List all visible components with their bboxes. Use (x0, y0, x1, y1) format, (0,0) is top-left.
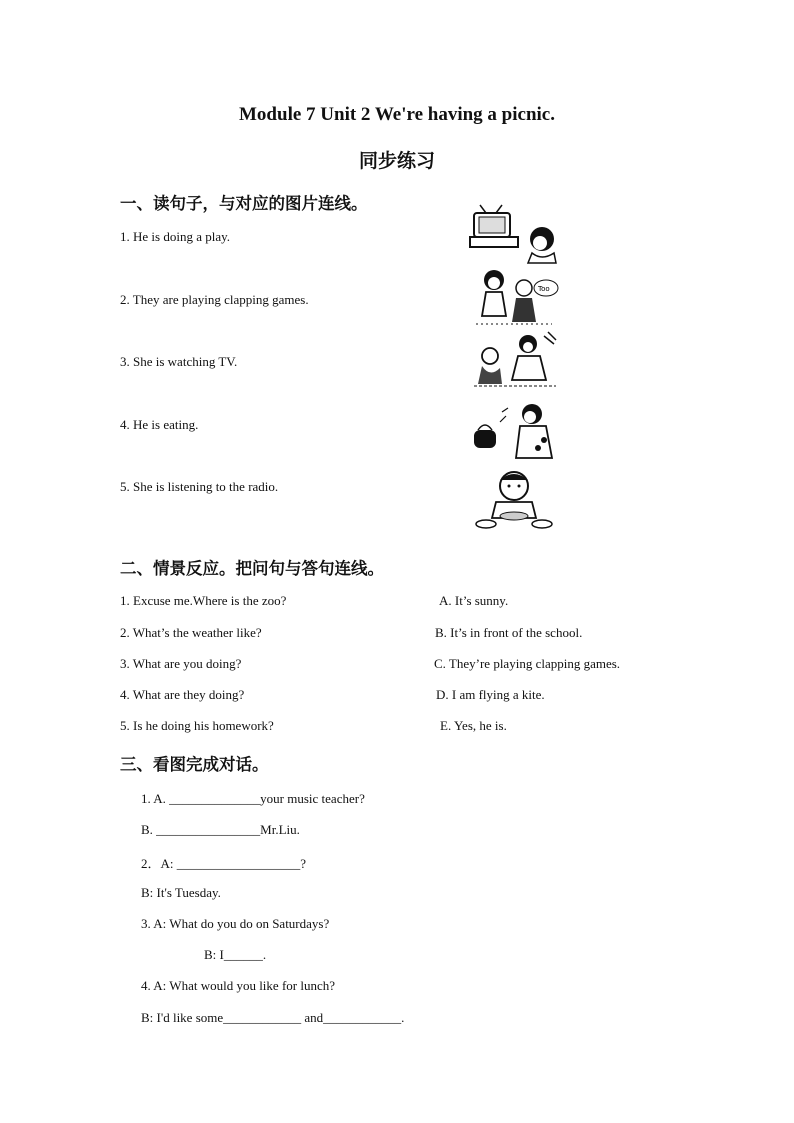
answer-item: E. Yes, he is. (440, 718, 507, 733)
dialogue-line: B: I______. (204, 947, 267, 962)
answer-item: C. They’re playing clapping games. (434, 656, 621, 671)
section1-item: 5. She is listening to the radio. (120, 479, 279, 494)
clapping-children-picture-icon (466, 266, 562, 328)
boy-eating-picture-icon (466, 468, 562, 530)
svg-text:Too: Too (538, 285, 550, 293)
dialogue-line: 4. A: What would you like for lunch? (141, 978, 336, 993)
question-item: 3. What are you doing? (120, 656, 242, 671)
worksheet-subtitle: 同步练习 (358, 150, 435, 172)
section2-heading: 二、情景反应。把问句与答句连线。 (120, 559, 384, 578)
section1-item: 3. She is watching TV. (120, 354, 238, 369)
dialogue-line: B. ________________Mr.Liu. (141, 822, 300, 837)
question-item: 2. What’s the weather like? (120, 625, 262, 640)
section3-heading: 三、看图完成对话。 (120, 755, 269, 774)
section1-item: 2. They are playing clapping games. (120, 292, 309, 307)
girl-with-radio-picture-icon (466, 400, 562, 462)
section1-heading: 一、读句子，与对应的图片连线。 (120, 194, 368, 213)
section1-item: 4. He is eating. (120, 417, 199, 432)
worksheet-title: Module 7 Unit 2 We're having a picnic. (239, 104, 555, 125)
dialogue-line: B: It's Tuesday. (141, 885, 221, 900)
answer-item: D. I am flying a kite. (436, 687, 545, 702)
dialogue-line: 1. A. ______________your music teacher? (141, 791, 365, 806)
question-item: 1. Excuse me.Where is the zoo? (120, 593, 287, 608)
dialogue-line: B: I'd like some____________ and____________. (141, 1010, 405, 1025)
answer-item: A. It’s sunny. (439, 593, 509, 608)
section1-item: 1. He is doing a play. (120, 229, 230, 244)
question-item: 5. Is he doing his homework? (120, 718, 274, 733)
answer-item: B. It’s in front of the school. (435, 625, 583, 640)
question-item: 4. What are they doing? (120, 687, 245, 702)
playing-children-picture-icon (466, 328, 562, 390)
dialogue-line: 3. A: What do you do on Saturdays? (141, 916, 330, 931)
tv-girl-picture-icon (466, 203, 562, 265)
dialogue-line: 2．A: ___________________? (141, 856, 307, 871)
